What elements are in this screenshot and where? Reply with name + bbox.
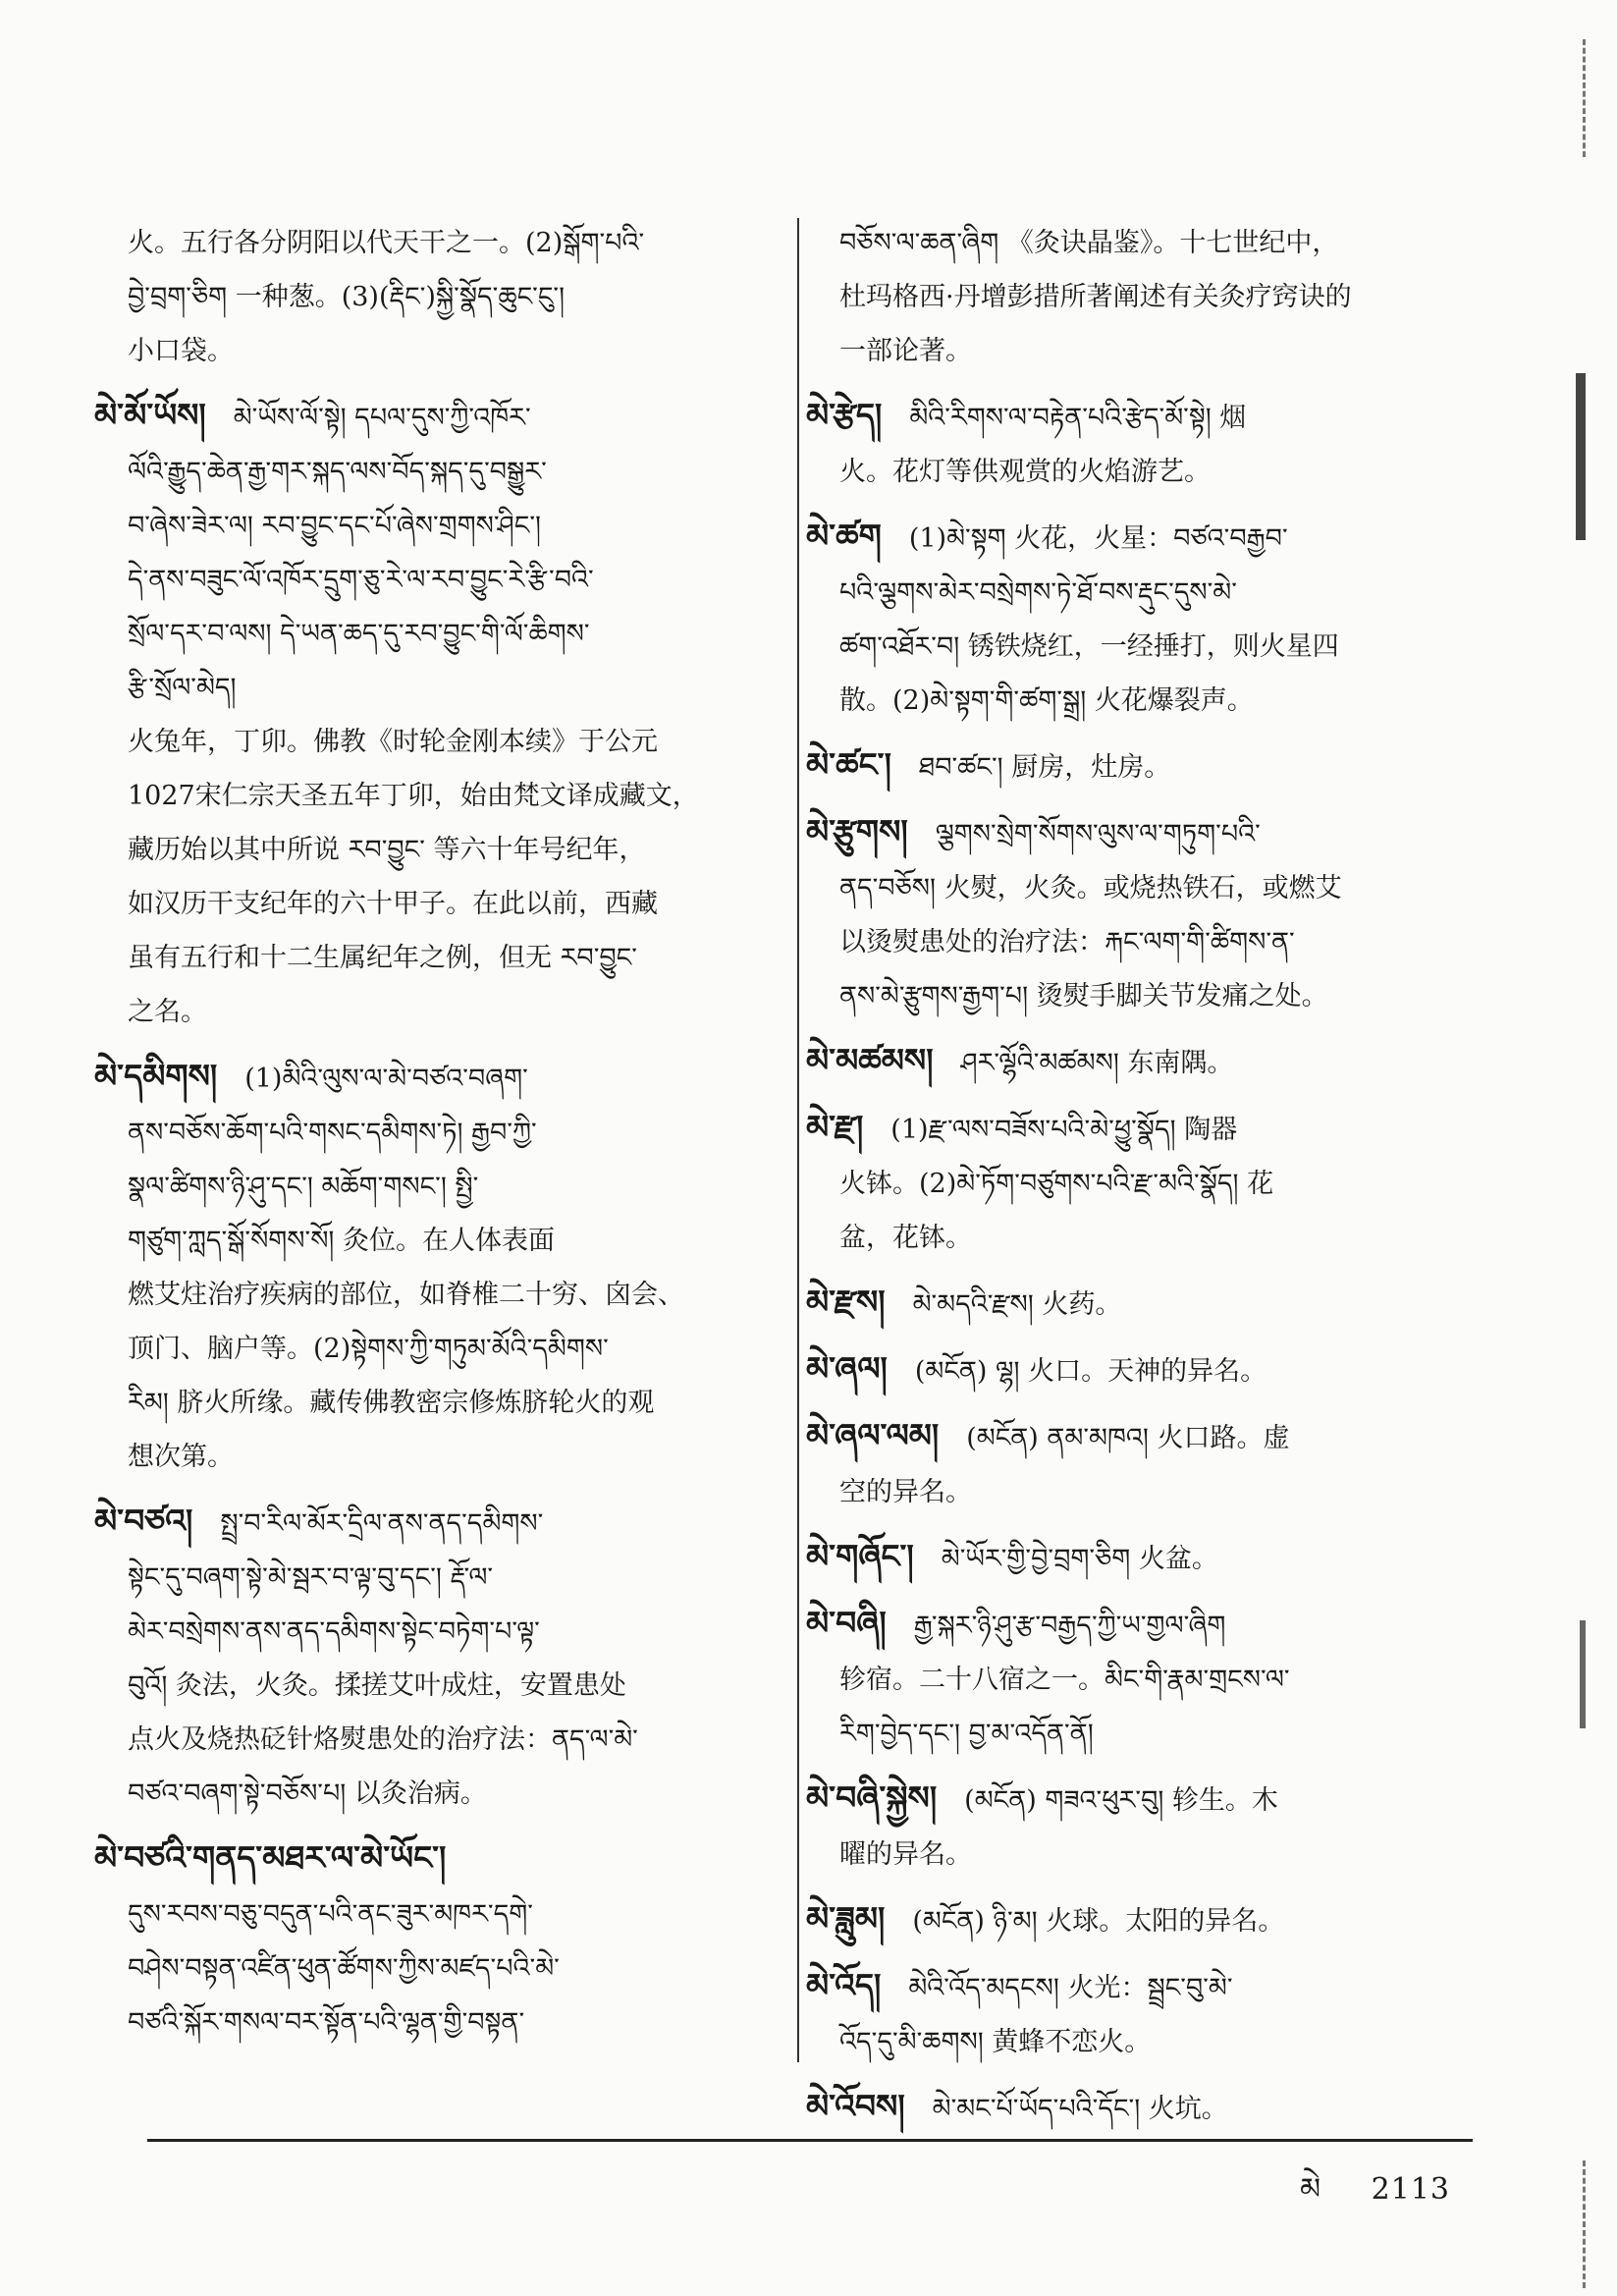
dictionary-entry xyxy=(806,1275,1478,1332)
entry-line: བཙའི་སྐོར་གསལ་བར་སྟོན་པའི་ལྷན་གྱི་བསྟན་ xyxy=(128,2007,525,2038)
entry-headword: མེ་བཞི། xyxy=(806,1604,887,1642)
entry-first-line xyxy=(94,1831,785,1887)
entry-line: བ་ཞེས་ཟེར་ལ། རབ་བྱུང་དང་པོ་ཞེས་གྲགས་ཤིང་། xyxy=(128,511,541,541)
entry-first-line xyxy=(94,1494,785,1551)
entry-line: མེ་ཡོས་ལོ་སྟེ། དཔལ་དུས་ཀྱི་འཁོར་ xyxy=(233,403,531,433)
entry-line: 火兔年，丁卯。佛教《时轮金刚本续》于公元 xyxy=(128,727,658,757)
entry-headword: མེ་རྩུགས། xyxy=(806,812,908,850)
entry-first-line xyxy=(806,804,1478,861)
entry-line: 火钵。(2)མེ་ཏོག་བཙུགས་པའི་རྫ་མའི་སྣོད། 花 xyxy=(839,1169,1274,1199)
entry-headword: མེ་ཟླུམ། xyxy=(806,1899,886,1938)
section-letter: མེ xyxy=(1300,2172,1322,2207)
entry-line: (མངོན) གཟའ་ཕུར་བུ། 轸生。木 xyxy=(964,1785,1278,1816)
dictionary-entry xyxy=(806,2079,1478,2136)
dictionary-entry xyxy=(806,1100,1478,1265)
entry-line: མེ་མང་པོ་ཡོད་པའི་དོང་། 火坑。 xyxy=(932,2094,1228,2124)
entry-headword: མེ་བཞི་སྐྱེས། xyxy=(806,1778,938,1817)
entry-headword: མེ་ཞལ་ལམ། xyxy=(806,1416,940,1454)
entry-headword: མེ་རྫ། xyxy=(806,1108,864,1146)
entry-line: 火。花灯等供观赏的火焰游艺。 xyxy=(839,457,1211,487)
dictionary-entry xyxy=(806,1596,1478,1761)
entry-line: 以烫熨患处的治疗法：རྐང་ལག་གི་ཚིགས་ན་ xyxy=(839,927,1295,957)
entry-line: བཙའ་བཞག་སྟེ་བཅོས་པ། 以灸治病。 xyxy=(128,1778,487,1809)
entry-line: མེ་ཡོར་གྱི་བྱེ་བྲག་ཅིག 火盆。 xyxy=(941,1544,1218,1574)
entry-line: 点火及烧热砭针烙熨患处的治疗法：ནད་ལ་མེ་ xyxy=(128,1724,638,1755)
entry-first-line xyxy=(806,509,1478,566)
entry-first-line xyxy=(806,1100,1478,1157)
scan-edge-mark xyxy=(1580,1620,1607,1728)
entry-line: མེ་མདའི་རྫས། 火药。 xyxy=(912,1289,1122,1320)
scan-edge-mark xyxy=(1576,373,1607,540)
entry-line: མིའི་རིགས་ལ་བརྟེན་པའི་རྩེད་མོ་སྟེ། 烟 xyxy=(909,403,1247,433)
entry-line: བཤེས་བསྟན་འཛིན་ཕུན་ཚོགས་ཀྱིས་མཛད་པའི་མེ་ xyxy=(128,1953,560,1984)
entry-line: (མངོན) ལྷ། 火口。天神的异名。 xyxy=(914,1356,1267,1387)
dictionary-entry xyxy=(806,1341,1478,1398)
entry-line: 藏历始以其中所说 རབ་བྱུང་ 等六十年号纪年， xyxy=(128,835,646,865)
right-column xyxy=(806,216,1478,2146)
entry-line: བྱེ་བྲག་ཅིག 一种葱。(3)(རྡིང་)སྐྱི་སྣོད་ཆུང་ངུ་། xyxy=(128,282,566,312)
entry-line: སྟེང་དུ་བཞག་སྟེ་མེ་སྦར་བ་ལྟ་བུ་དང་། རྡོ་ལ་ xyxy=(128,1562,494,1593)
entry-line: ནད་བཅོས། 火熨，火灸。或烧热铁石，或燃艾 xyxy=(839,873,1342,903)
entry-line: ལོའི་རྒྱུད་ཆེན་རྒྱ་གར་སྐད་ལས་བོད་སྐད་དུ་བསྒྱུར་ xyxy=(128,457,547,487)
entry-line: 空的异名。 xyxy=(839,1477,972,1507)
entry-headword: མེ་ཚག xyxy=(806,517,882,555)
entry-line: ནས་མེ་རྩུགས་རྒྱག་པ། 烫熨手脚关节发痛之处。 xyxy=(839,981,1328,1011)
entry-headword: མེ་འོད། xyxy=(806,1966,882,2004)
footer-rule xyxy=(147,2139,1473,2142)
entry-line: 曜的异名。 xyxy=(839,1839,972,1870)
dictionary-entry xyxy=(806,1958,1478,2069)
entry-line: བུའོ། 灸法，火灸。揉搓艾叶成炷，安置患处 xyxy=(128,1670,626,1701)
entry-line: མེར་བསྲེགས་ནས་ནད་དམིགས་སྟེང་བཏེག་པ་ལྟ་ xyxy=(128,1616,540,1647)
entry-first-line xyxy=(806,1958,1478,2015)
entry-line: རིག་བྱེད་དང་། བྱ་མ་འདོན་ནོ། xyxy=(839,1719,1094,1749)
dictionary-entry xyxy=(94,388,785,1039)
dictionary-entry xyxy=(806,804,1478,1023)
entry-line: འོད་དུ་མི་ཆགས། 黄蜂不恋火。 xyxy=(839,2027,1152,2057)
entry-line: 之名。 xyxy=(128,997,207,1027)
entry-first-line xyxy=(94,388,785,445)
entry-first-line xyxy=(806,738,1478,794)
entry-headword: མེ་རྫས། xyxy=(806,1283,886,1321)
entry-line: 一部论著。 xyxy=(839,336,972,366)
entry-line: 轸宿。二十八宿之一。མིང་གི་རྣམ་གྲངས་ལ་ xyxy=(839,1665,1290,1695)
entry-first-line xyxy=(806,2079,1478,2136)
dictionary-entry xyxy=(94,1831,785,2050)
entry-first-line xyxy=(806,1596,1478,1653)
entry-first-line xyxy=(806,1408,1478,1465)
entry-line: དུས་རབས་བཅུ་བདུན་པའི་ནང་ཟུར་མཁར་དགེ་ xyxy=(128,1899,533,1930)
entry-line: ཐབ་ཚང་། 厨房，灶房。 xyxy=(918,752,1171,783)
entry-headword: མེ་བཙའ། xyxy=(94,1502,193,1540)
entry-line: 虽有五行和十二生属纪年之例，但无 རབ་བྱུང་ xyxy=(128,943,637,973)
column-divider xyxy=(797,218,799,2062)
entry-first-line xyxy=(806,1033,1478,1090)
entry-line: ལྕགས་སྲེག་སོགས་ལུས་ལ་གཏུག་པའི་ xyxy=(935,819,1261,849)
dictionary-entry xyxy=(806,738,1478,794)
entry-line: 盆，花钵。 xyxy=(839,1223,972,1253)
entry-line: ཚག་འཐོར་བ། 锈铁烧红，一经捶打，则火星四 xyxy=(839,631,1339,662)
dictionary-entry xyxy=(806,509,1478,728)
entry-first-line xyxy=(806,1771,1478,1828)
scan-edge-mark xyxy=(1583,39,1607,157)
entry-line: (1)མེ་སྟག 火花，火星：བཙའ་བརྒྱབ་ xyxy=(908,523,1288,554)
dictionary-entry xyxy=(94,1049,785,1484)
entry-line: (མངོན) ཉི་མ། 火球。太阳的异名。 xyxy=(912,1906,1285,1937)
entry-line: 顶门、脑户等。(2)སྟེགས་ཀྱི་གཏུམ་མོའི་དམིགས་ xyxy=(128,1334,609,1364)
entry-line: རྒྱ་སྐར་ཉི་ཤུ་རྩ་བརྒྱད་ཀྱི་ཡ་གྱལ་ཞིག xyxy=(913,1611,1226,1641)
entry-first-line xyxy=(94,1049,785,1106)
entry-headword: མེ་མོ་ཡོས། xyxy=(94,396,206,434)
dictionary-entry xyxy=(806,1891,1478,1948)
entry-headword: མེ་འོབས། xyxy=(806,2087,905,2125)
entry-first-line xyxy=(806,1341,1478,1398)
entry-headword: མེ་བཙའི་གནད་མཐར་ལ་མེ་ཡོང་། xyxy=(94,1838,447,1877)
entry-line: པའི་ལྕགས་མེར་བསྲེགས་ཏེ་ཐོ་བས་རྡུང་དུས་མེ་ xyxy=(839,577,1237,608)
entry-line: 燃艾炷治疗疾病的部位，如脊椎二十穷、囟会、 xyxy=(128,1280,684,1310)
entry-line: (མངོན) ནམ་མཁའ། 火口路。虚 xyxy=(966,1423,1290,1453)
entry-first-line xyxy=(806,1275,1478,1332)
entry-first-line xyxy=(806,388,1478,445)
dictionary-entry xyxy=(806,1408,1478,1519)
entry-line: དེ་ནས་བཟུང་ལོ་འཁོར་དྲུག་ཅུ་རེ་ལ་རབ་བྱུང་རེ་རྩི་བའི་ xyxy=(128,565,594,595)
entry-headword: མེ་གཞོང་། xyxy=(806,1537,914,1575)
entry-line: ཤར་ལྷོའི་མཚམས། 东南隅。 xyxy=(960,1048,1234,1078)
dictionary-entry xyxy=(128,216,785,378)
entry-line: བཅོས་ལ་ཆན་ཞིག 《灸诀晶鉴》。十七世纪中， xyxy=(839,228,1339,258)
entry-headword: མེ་རྩེད། xyxy=(806,396,883,434)
entry-headword: མེ་ཚང་། xyxy=(806,745,891,784)
entry-line: 1027宋仁宗天圣五年丁卯，始由梵文译成藏文， xyxy=(128,781,699,811)
entry-line: (1)མིའི་ལུས་ལ་མེ་བཙའ་བཞག་ xyxy=(244,1064,528,1094)
entry-first-line xyxy=(806,1529,1478,1586)
entry-line: 火。五行各分阴阳以代天干之一。(2)སྒོག་པའི་ xyxy=(128,228,645,258)
entry-line: 小口袋。 xyxy=(128,336,234,366)
entry-line: 杜玛格西·丹增彭措所著阐述有关灸疗窍诀的 xyxy=(839,282,1352,312)
entry-first-line xyxy=(806,1891,1478,1948)
dictionary-entry xyxy=(94,1494,785,1821)
entry-line: མེའི་འོད་མདངས། 火光：སྦྲང་བུ་མེ་ xyxy=(908,1973,1233,2003)
entry-line: (1)རྫ་ལས་བཟོས་པའི་མེ་ཕྱུ་སྣོད། 陶器 xyxy=(890,1115,1238,1145)
entry-line: སྣལ་ཚིགས་ཉི་ཤུ་དང་། མཆོག་གསང་། སྤྱི་ xyxy=(128,1172,479,1202)
entry-line: རྩི་སྲོལ་མེད། xyxy=(128,673,237,703)
entry-headword: མེ་ཞལ། xyxy=(806,1349,888,1388)
entry-line: རིམ། 脐火所缘。藏传佛教密宗修炼脐轮火的观 xyxy=(128,1388,655,1418)
dictionary-entry xyxy=(806,1771,1478,1882)
entry-headword: མེ་མཚམས། xyxy=(806,1041,934,1079)
entry-line: ནས་བཅོས་ཆོག་པའི་གསང་དམིགས་ཏེ། རྒྱབ་ཀྱི་ xyxy=(128,1118,537,1148)
page-footer xyxy=(1300,2157,1450,2239)
entry-line: སྤྲ་བ་རིལ་མོར་དྲིལ་ནས་ནད་དམིགས་ xyxy=(220,1508,544,1539)
dictionary-entry xyxy=(806,388,1478,499)
entry-line: གཙུག་ཀླད་སྒོ་སོགས་སོ། 灸位。在人体表面 xyxy=(128,1226,555,1256)
page-number: 2113 xyxy=(1371,2172,1450,2207)
entry-line: 想次第。 xyxy=(128,1442,234,1472)
entry-line: སྲོལ་དར་བ་ལས། དེ་ཡན་ཆད་དུ་རབ་བྱུང་གི་ལོ་ཆིགས་ xyxy=(128,619,590,649)
dictionary-entry xyxy=(806,1529,1478,1586)
dictionary-entry xyxy=(839,216,1478,378)
entry-headword: མེ་དམིགས། xyxy=(94,1057,218,1095)
scan-edge-mark xyxy=(1583,2160,1607,2288)
dictionary-entry xyxy=(806,1033,1478,1090)
entry-line: 如汉历干支纪年的六十甲子。在此以前，西藏 xyxy=(128,889,658,919)
left-column xyxy=(94,216,785,2059)
entry-line: 散。(2)མེ་སྟག་གི་ཚག་སྒྲ། 火花爆裂声。 xyxy=(839,685,1254,716)
